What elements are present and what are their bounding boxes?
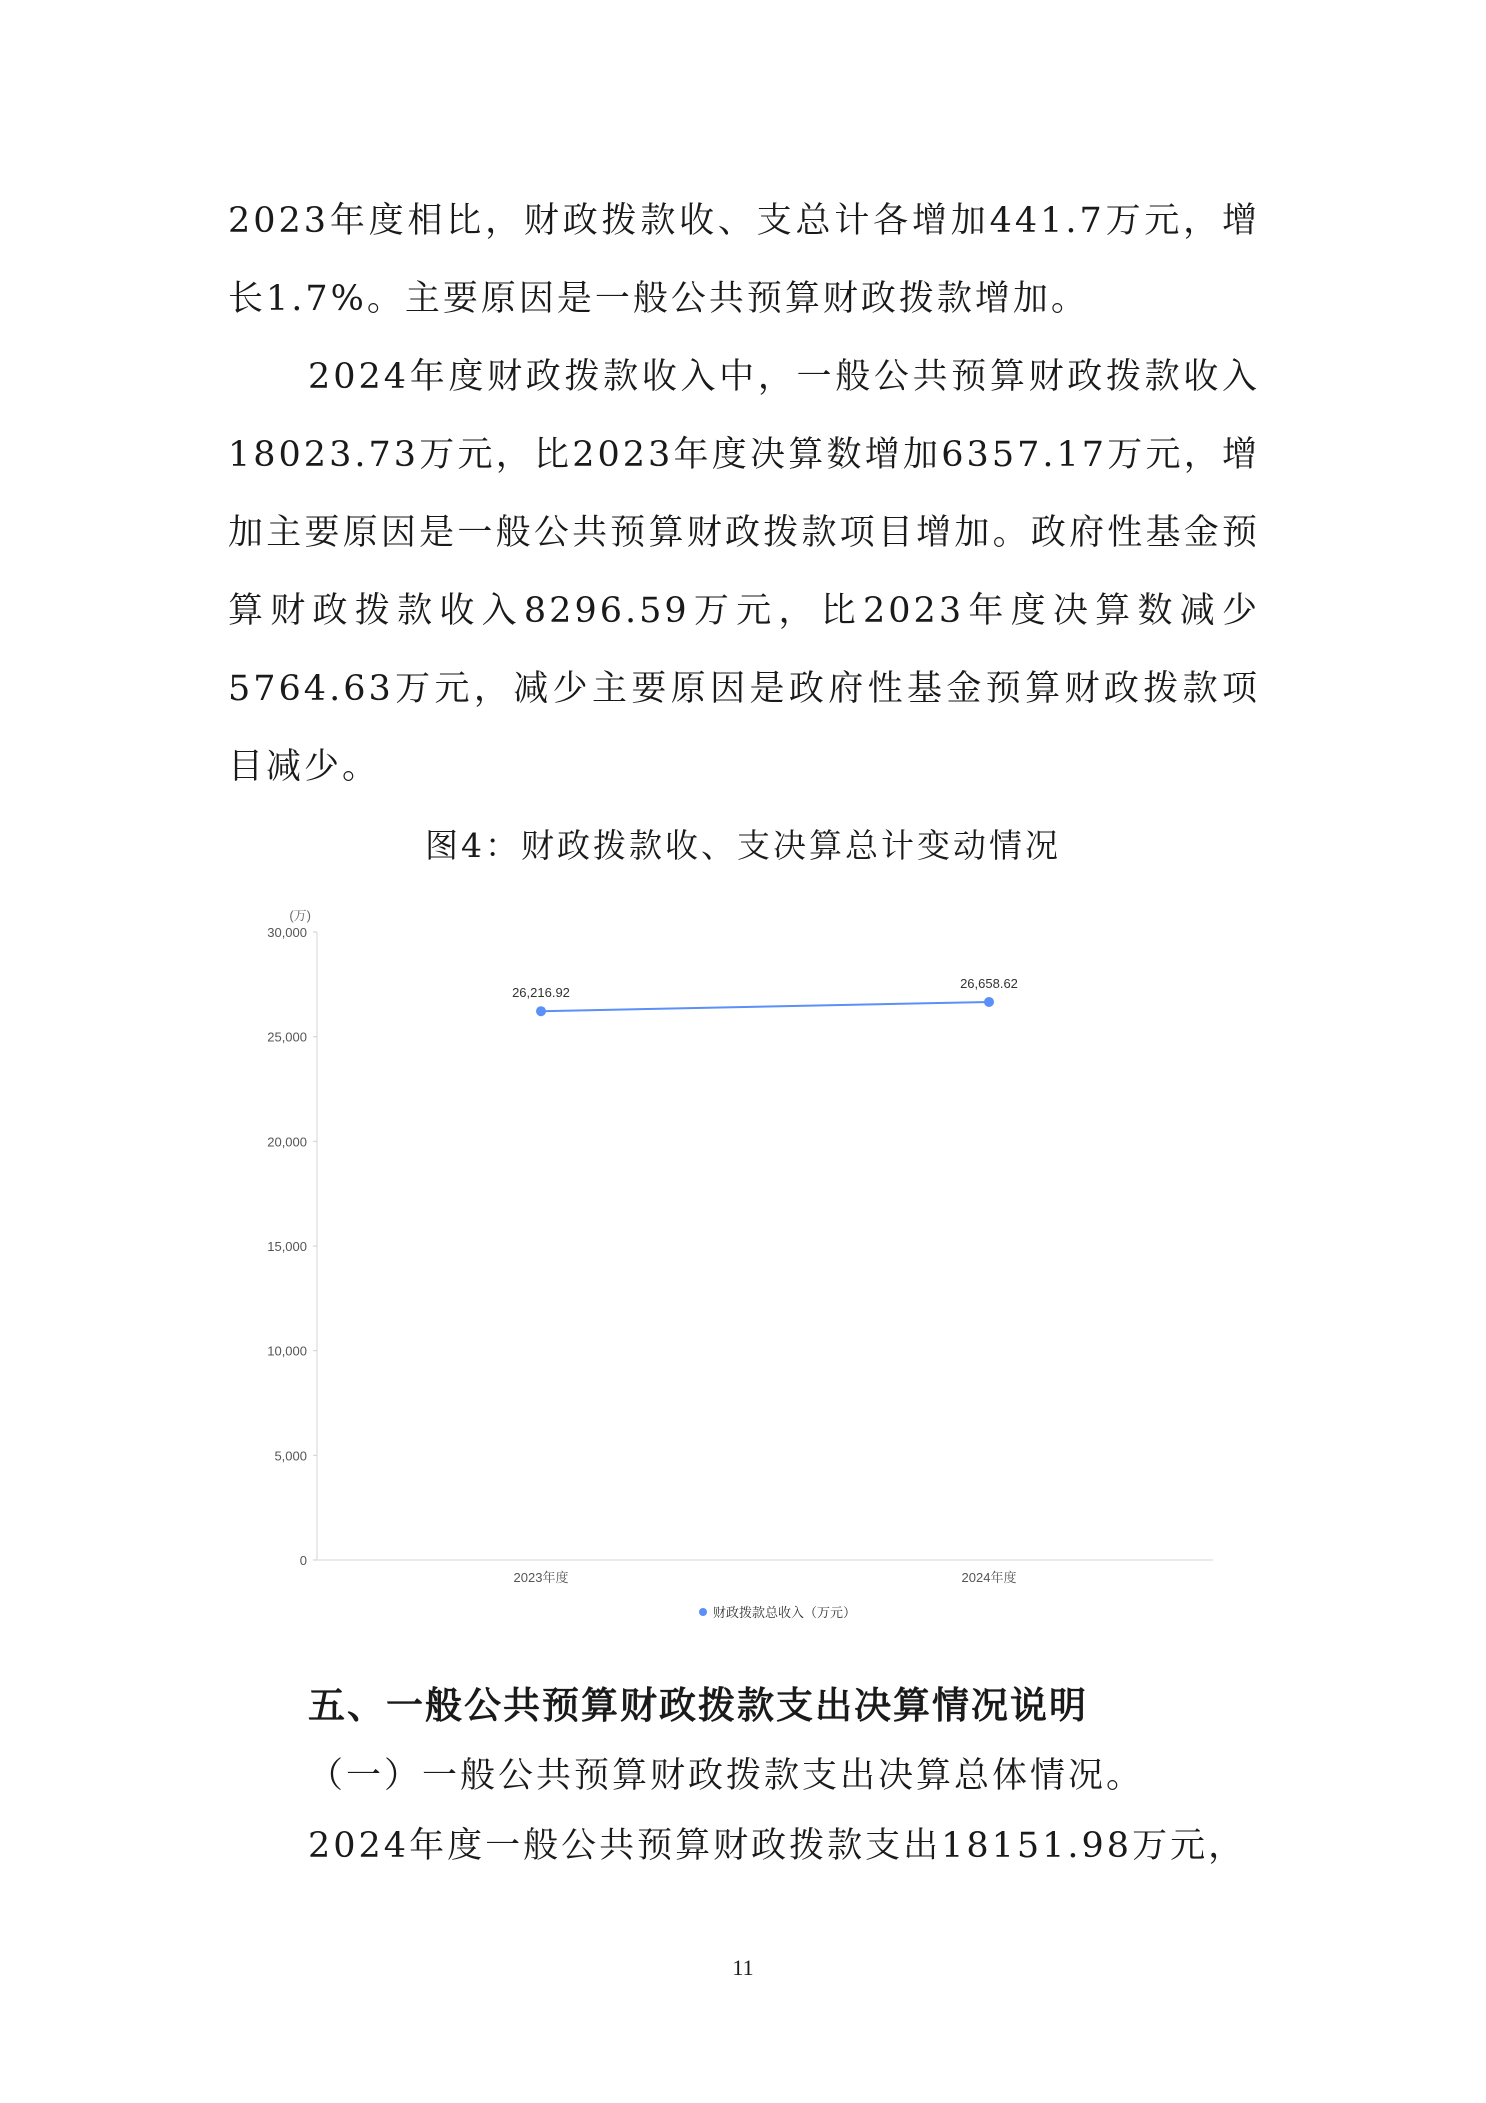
y-tick-label: 5,000 (274, 1448, 307, 1464)
y-tick-label: 20,000 (267, 1134, 307, 1150)
legend-label: 财政拨款总收入（万元） (713, 1605, 857, 1620)
y-tick-label: 15,000 (267, 1239, 307, 1254)
series-line (541, 1002, 989, 1011)
page-number: 11 (732, 1955, 754, 1980)
x-axis (317, 1560, 1213, 1585)
legend (699, 1605, 856, 1620)
data-point (984, 997, 994, 1007)
y-tick-label: 10,000 (267, 1343, 307, 1359)
y-axis (267, 908, 317, 1568)
figure-caption: 图4：财政拨款收、支决算总计变动情况 (425, 826, 1061, 865)
paragraph-1: 2023年度相比，财政拨款收、支总计各增加441.7万元，增长1.7%。主要原因是一般公共预算财政拨款增加。 (228, 201, 1260, 319)
paragraph-3: 2024年度一般公共预算财政拨款支出18151.98万元， (308, 1826, 1247, 1866)
legend-marker (699, 1608, 707, 1616)
data-point (536, 1006, 546, 1016)
data-label: 26,216.92 (512, 985, 570, 1001)
section-heading: 五、一般公共预算财政拨款支出决算情况说明 (308, 1684, 1088, 1727)
x-tick-label: 2024年度 (961, 1570, 1017, 1585)
paragraph-2: 2024年度财政拨款收入中，一般公共预算财政拨款收入18023.73万元，比2023年度决算数增加6357.17万元，增加主要原因是一般公共预算财政拨款项目增加。政府性基金预算财政拨款收入8296.59万元，比2023年度决算数减少5764.63万元，减少主要原因是政府性基金预算财政拨款项目减少。 (228, 357, 1260, 787)
x-tick-label: 2023年度 (513, 1570, 569, 1585)
y-tick-label: 30,000 (267, 925, 307, 940)
y-tick-label: 0 (299, 1553, 307, 1568)
data-label: 26,658.62 (960, 975, 1018, 991)
y-axis-unit: (万) (289, 908, 311, 923)
y-tick-label: 25,000 (267, 1029, 307, 1045)
line-chart (255, 895, 1235, 1635)
subsection-heading: （一）一般公共预算财政拨款支出决算总体情况。 (308, 1756, 1145, 1796)
series (512, 976, 1018, 1016)
